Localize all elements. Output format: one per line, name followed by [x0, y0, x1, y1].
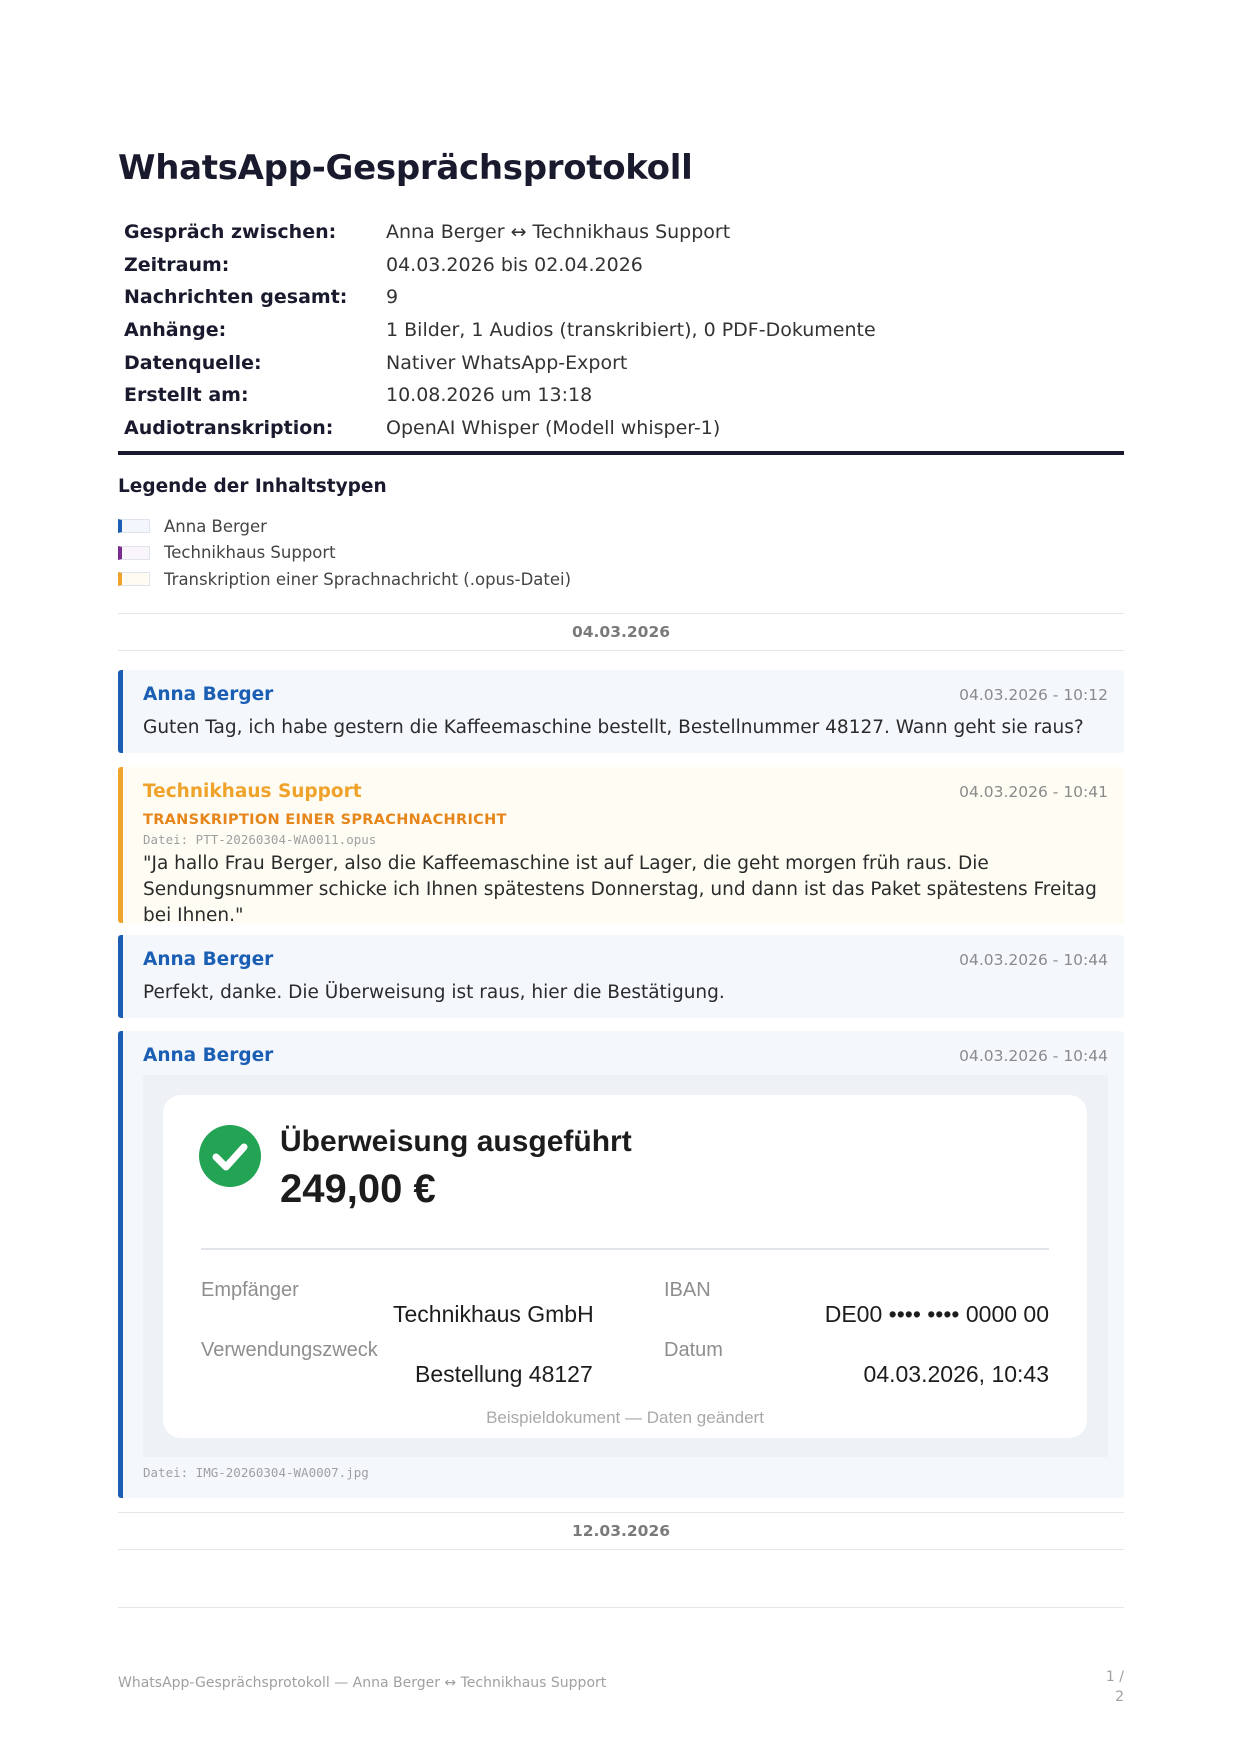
sender-name: Anna Berger [143, 684, 274, 705]
page-number [1090, 1667, 1124, 1707]
timestamp: 04.03.2026 - 10:44 [959, 1047, 1108, 1065]
sender-name: Anna Berger [143, 949, 274, 970]
meta-key: Gespräch zwischen: [124, 221, 337, 244]
message-text: "Ja hallo Frau Berger, also die Kaffeemaschine ist auf Lager, die geht morgen früh raus. Die Sendungsnummer schicke ich Ihnen spätestens Donnerstag, und dann ist das Paket spätestens Freitag bei Ihnen." [143, 853, 1097, 926]
meta-value: 10.08.2026 um 13:18 [386, 384, 593, 407]
meta-row [124, 379, 1124, 412]
message-anna [118, 935, 1124, 1018]
check-circle-icon [199, 1125, 261, 1187]
receipt-title: Überweisung ausgeführt [280, 1125, 632, 1158]
meta-row [124, 346, 1124, 379]
legend-label: Anna Berger [164, 516, 267, 536]
legend-swatch-orange [118, 572, 150, 586]
iban-label: IBAN [664, 1279, 711, 1301]
iban-value: DE00 •••• •••• 0000 00 [824, 1301, 1049, 1327]
meta-value: 1 Bilder, 1 Audios (transkribiert), 0 PDF-Dokumente [386, 319, 876, 342]
purpose-label: Verwendungszweck [201, 1339, 378, 1361]
receipt-amount: 249,00 € [280, 1167, 436, 1211]
receipt-divider [201, 1248, 1049, 1250]
meta-value: 9 [386, 286, 399, 309]
timestamp: 04.03.2026 - 10:12 [959, 686, 1108, 704]
page-title: WhatsApp-Gesprächsprotokoll [118, 148, 693, 188]
meta-key: Datenquelle: [124, 351, 262, 374]
image-attachment[interactable] [143, 1075, 1108, 1457]
meta-row [124, 314, 1124, 347]
message-header [143, 781, 1108, 802]
metadata-table [124, 216, 1124, 444]
meta-row [124, 249, 1124, 282]
timestamp: 04.03.2026 - 10:41 [959, 783, 1108, 801]
message-header [143, 1045, 1108, 1066]
legend-swatch-purple [118, 546, 150, 560]
file-name: Datei: IMG-20260304-WA0007.jpg [143, 1465, 369, 1480]
sender-name: Technikhaus Support [143, 781, 362, 802]
legend-item [118, 566, 571, 593]
meta-key: Erstellt am: [124, 384, 249, 407]
legend-label: Technikhaus Support [164, 543, 336, 563]
meta-row [124, 216, 1124, 249]
date-separator: 04.03.2026 [118, 613, 1124, 651]
message-anna [118, 670, 1124, 753]
file-name: Datei: PTT-20260304-WA0011.opus [143, 832, 377, 847]
meta-key: Anhänge: [124, 319, 227, 342]
meta-key: Zeitraum: [124, 253, 230, 276]
page-current: 1 / [1105, 1669, 1124, 1685]
page-total: 2 [1115, 1689, 1124, 1705]
message-header [143, 684, 1108, 705]
message-text: Guten Tag, ich habe gestern die Kaffeemaschine bestellt, Bestellnummer 48127. Wann geht sie raus? [143, 717, 1084, 738]
legend-title: Legende der Inhaltstypen [118, 476, 387, 497]
message-image [118, 1031, 1124, 1498]
meta-row [124, 281, 1124, 314]
date-label: Datum [664, 1339, 723, 1361]
message-transcript [118, 767, 1124, 926]
legend-item [118, 513, 571, 540]
timestamp: 04.03.2026 - 10:44 [959, 951, 1108, 969]
meta-row [124, 412, 1124, 445]
date-separator: 12.03.2026 [118, 1512, 1124, 1550]
date-value: 04.03.2026, 10:43 [863, 1361, 1049, 1387]
divider [118, 451, 1124, 455]
legend [118, 513, 571, 593]
sender-name: Anna Berger [143, 1045, 274, 1066]
meta-value: Nativer WhatsApp-Export [386, 351, 628, 374]
legend-item [118, 540, 571, 567]
divider [118, 1607, 1124, 1608]
recipient-label: Empfänger [201, 1279, 299, 1301]
legend-swatch-blue [118, 519, 150, 533]
purpose-value: Bestellung 48127 [415, 1361, 593, 1387]
meta-key: Audiotranskription: [124, 416, 334, 439]
transfer-receipt [163, 1095, 1087, 1438]
meta-value: OpenAI Whisper (Modell whisper-1) [386, 416, 721, 439]
legend-label: Transkription einer Sprachnachricht (.opus-Datei) [164, 569, 572, 589]
receipt-note: Beispieldokument — Daten geändert [486, 1408, 764, 1427]
meta-value: Anna Berger ↔ Technikhaus Support [386, 221, 731, 244]
recipient-value: Technikhaus GmbH [393, 1301, 594, 1327]
message-text: Perfekt, danke. Die Überweisung ist raus, hier die Bestätigung. [143, 982, 725, 1003]
message-header [143, 949, 1108, 970]
transcript-label: TRANSKRIPTION EINER SPRACHNACHRICHT [143, 812, 507, 828]
meta-key: Nachrichten gesamt: [124, 286, 348, 309]
footer-text: WhatsApp-Gesprächsprotokoll — Anna Berger ↔ Technikhaus Support [118, 1675, 607, 1691]
meta-value: 04.03.2026 bis 02.04.2026 [386, 253, 643, 276]
